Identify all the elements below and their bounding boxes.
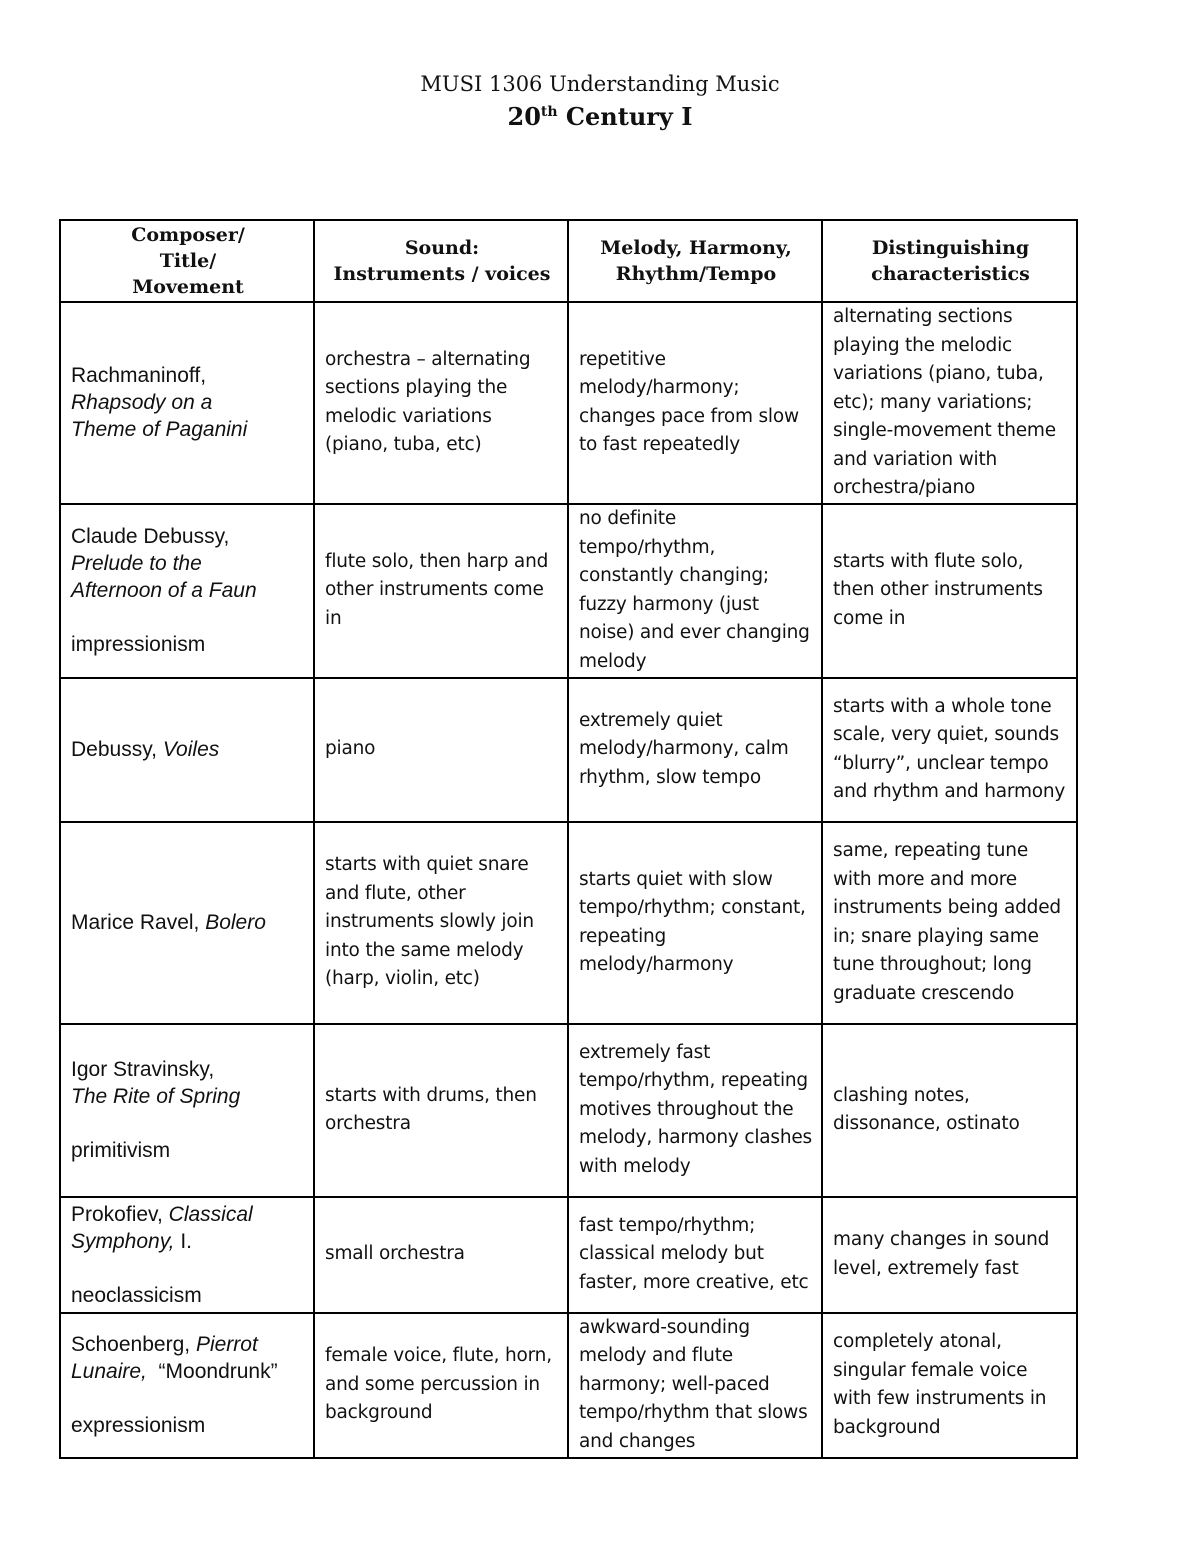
- table-row: [60, 302, 1077, 504]
- header-composer: [60, 220, 314, 302]
- composer-cell: [60, 302, 314, 504]
- composer-cell: [60, 822, 314, 1024]
- melody-cell: extremely quiet melody/harmony, calm rhythm, slow tempo: [568, 678, 822, 822]
- work-title: Bolero: [205, 911, 266, 934]
- work-title: Lunaire,: [71, 1360, 147, 1383]
- composer-name: Schoenberg,: [71, 1333, 196, 1356]
- composer-cell: [60, 1313, 314, 1458]
- composer-cell: [60, 504, 314, 678]
- table-header-row: [60, 220, 1077, 302]
- composer-name: Marice Ravel,: [71, 911, 206, 934]
- work-title: Prelude to the: [71, 552, 202, 575]
- work-title: Theme of Paganini: [71, 418, 248, 442]
- distinguishing-cell: many changes in sound level, extremely fast: [822, 1197, 1077, 1313]
- table-row: [60, 1197, 1077, 1313]
- composer-name: Prokofiev,: [71, 1202, 169, 1226]
- melody-cell: awkward-sounding melody and flute harmony; well-paced tempo/rhythm that slows and changes: [568, 1313, 822, 1458]
- work-title: Voiles: [162, 738, 220, 761]
- sound-cell: small orchestra: [314, 1197, 568, 1313]
- distinguishing-cell: starts with flute solo, then other instruments come in: [822, 504, 1077, 678]
- composer-name: Rachmaninoff,: [71, 364, 207, 388]
- header-line: characteristics: [871, 263, 1030, 285]
- table-row: [60, 822, 1077, 1024]
- table-row: [60, 1024, 1077, 1197]
- course-title: MUSI 1306 Understanding Music: [420, 72, 780, 96]
- melody-cell: no definite tempo/rhythm, constantly changing; fuzzy harmony (just noise) and ever changing melody: [568, 504, 822, 678]
- header-sound: [314, 220, 568, 302]
- header-line: Instruments / voices: [333, 263, 551, 285]
- composer-cell: [60, 1024, 314, 1197]
- header-line: Rhythm/Tempo: [615, 263, 777, 285]
- distinguishing-cell: same, repeating tune with more and more instruments being added in; snare playing same tune throughout; long graduate crescendo: [822, 822, 1077, 1024]
- composer-name: Igor Stravinsky,: [71, 1058, 215, 1081]
- movement-number: I.: [174, 1229, 193, 1253]
- movement-subtitle: “Moondrunk”: [146, 1360, 278, 1383]
- page-title: [0, 102, 1200, 131]
- header-line: Sound:: [404, 237, 480, 259]
- sound-cell: flute solo, then harp and other instruments come in: [314, 504, 568, 678]
- sound-cell: orchestra – alternating sections playing the melodic variations (piano, tuba, etc): [314, 302, 568, 504]
- table-row: [60, 678, 1077, 822]
- music-comparison-table: [59, 219, 1078, 1459]
- work-title: The Rite of Spring: [71, 1085, 241, 1108]
- composer-name: Debussy,: [71, 738, 163, 761]
- work-title: Symphony,: [71, 1229, 175, 1253]
- header-line: Composer/: [131, 224, 245, 246]
- melody-cell: starts quiet with slow tempo/rhythm; constant, repeating melody/harmony: [568, 822, 822, 1024]
- sound-cell: starts with drums, then orchestra: [314, 1024, 568, 1197]
- work-title: Classical: [168, 1202, 253, 1226]
- composer-name: Claude Debussy,: [71, 525, 230, 548]
- title-number: 20: [507, 102, 541, 131]
- header-line: Distinguishing: [871, 237, 1030, 259]
- title-superscript: th: [540, 104, 558, 120]
- movement-label: impressionism: [71, 633, 206, 656]
- movement-label: neoclassicism: [71, 1283, 202, 1307]
- composer-cell: [60, 678, 314, 822]
- sound-cell: starts with quiet snare and flute, other instruments slowly join into the same melody (harp, violin, etc): [314, 822, 568, 1024]
- title-rest: Century I: [557, 102, 693, 131]
- sound-cell: female voice, flute, horn, and some percussion in background: [314, 1313, 568, 1458]
- distinguishing-cell: starts with a whole tone scale, very quiet, sounds “blurry”, unclear tempo and rhythm and harmony: [822, 678, 1077, 822]
- work-title: Pierrot: [195, 1333, 258, 1356]
- header-line: Movement: [132, 276, 244, 298]
- header-line: Title/: [159, 250, 217, 272]
- header-line: Melody, Harmony,: [600, 237, 792, 259]
- table-row: [60, 1313, 1077, 1458]
- work-title: Rhapsody on a: [71, 391, 213, 415]
- distinguishing-cell: clashing notes, dissonance, ostinato: [822, 1024, 1077, 1197]
- sound-cell: piano: [314, 678, 568, 822]
- movement-label: primitivism: [71, 1139, 171, 1162]
- melody-cell: extremely fast tempo/rhythm, repeating motives throughout the melody, harmony clashes with melody: [568, 1024, 822, 1197]
- header-melody: [568, 220, 822, 302]
- melody-cell: fast tempo/rhythm; classical melody but faster, more creative, etc: [568, 1197, 822, 1313]
- distinguishing-cell: completely atonal, singular female voice with few instruments in background: [822, 1313, 1077, 1458]
- composer-cell: [60, 1197, 314, 1313]
- work-title: Afternoon of a Faun: [71, 579, 257, 602]
- header-distinguishing: [822, 220, 1077, 302]
- melody-cell: repetitive melody/harmony; changes pace from slow to fast repeatedly: [568, 302, 822, 504]
- movement-label: expressionism: [71, 1414, 206, 1437]
- distinguishing-cell: alternating sections playing the melodic variations (piano, tuba, etc); many variations; single-movement theme and variation with orchestra/piano: [822, 302, 1077, 504]
- table-row: [60, 504, 1077, 678]
